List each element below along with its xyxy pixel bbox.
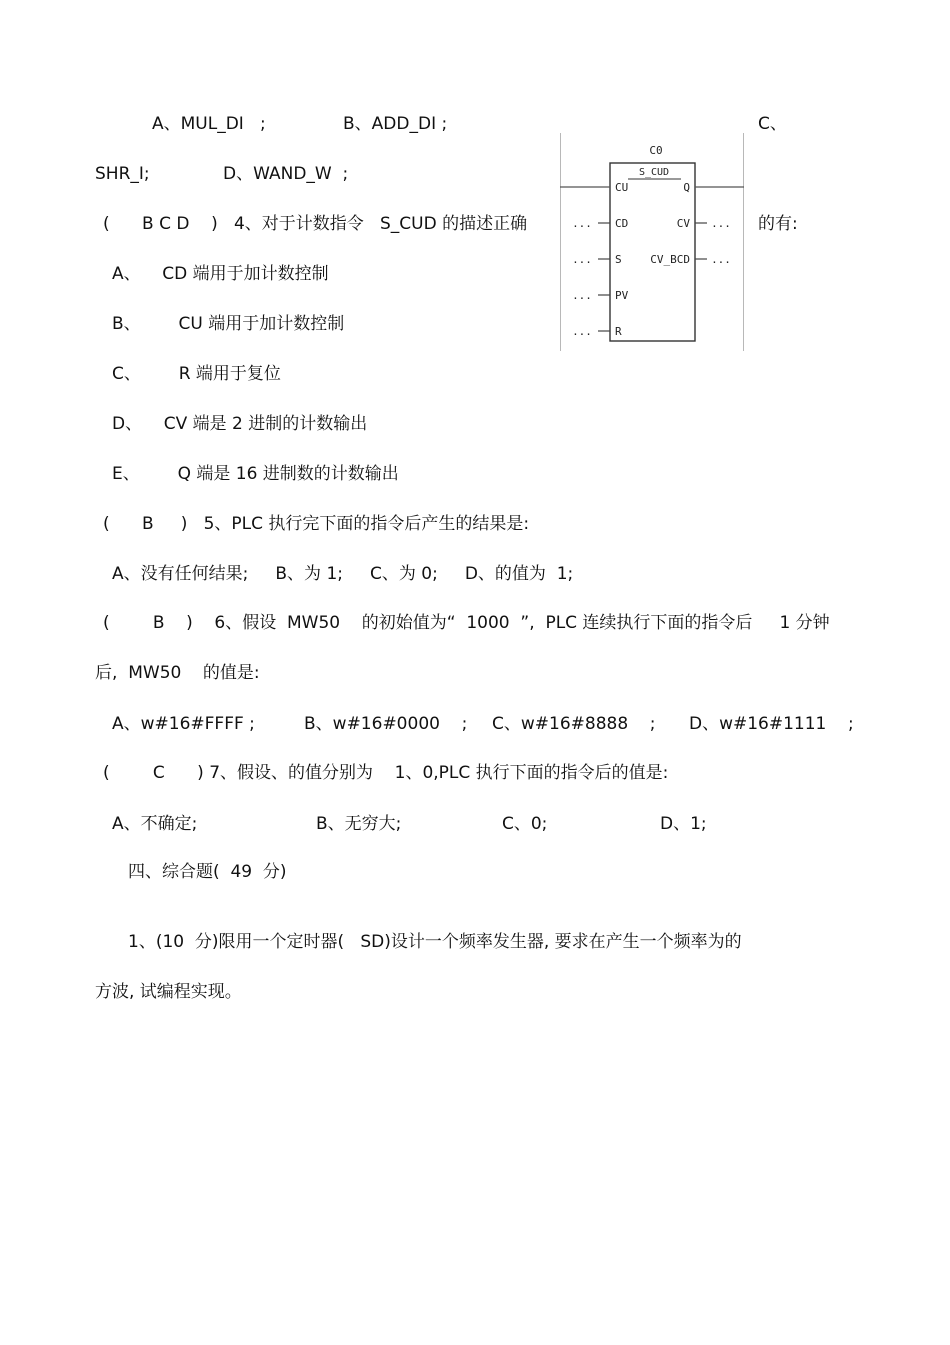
q3-option-b: B、ADD_DI ; <box>343 114 448 134</box>
section-4-q1-line2: 方波, 试编程实现。 <box>95 982 242 1002</box>
pin-ellipsis-r: ... <box>572 325 592 338</box>
pin-ellipsis-cv-bcd: ... <box>711 253 731 266</box>
q6-option-c: C、w#16#8888 ; <box>492 714 656 734</box>
q7-option-b: B、无穷大; <box>316 814 402 834</box>
q4-option-c: C、 R 端用于复位 <box>112 364 281 384</box>
q3-option-d: D、WAND_W ; <box>223 164 349 184</box>
counter-name-label: C0 <box>649 144 663 157</box>
q6-stem: ( B ) 6、假设 MW50 的初始值为“ 1000 ”, PLC 连续执行下面的指令后 1 分钟 <box>103 613 830 633</box>
counter-type-label: S_CUD <box>638 167 670 178</box>
pin-label-s: S <box>615 253 622 266</box>
pin-label-cv: CV <box>676 217 690 230</box>
pin-label-cu: CU <box>615 181 629 194</box>
q3-option-c-cont: SHR_I; <box>95 164 150 184</box>
pin-ellipsis-pv: ... <box>572 289 592 302</box>
pin-label-pv: PV <box>615 289 629 302</box>
q7-stem: ( C ) 7、假设、的值分别为 1、0,PLC 执行下面的指令后的值是: <box>103 763 669 783</box>
pin-label-cd: CD <box>615 217 629 230</box>
q7-option-a: A、不确定; <box>112 814 198 834</box>
q4-stem-tail: 的有: <box>758 214 798 234</box>
q6-stem-cont: 后, MW50 的值是: <box>95 663 260 683</box>
q4-option-b: B、 CU 端用于加计数控制 <box>112 314 345 334</box>
q3-option-a: A、MUL_DI ; <box>152 114 266 134</box>
s-cud-counter-diagram <box>560 133 744 351</box>
pin-ellipsis-cd: ... <box>572 217 592 230</box>
q7-option-c: C、0; <box>502 814 548 834</box>
pin-label-r: R <box>615 325 622 338</box>
pin-ellipsis-s: ... <box>572 253 592 266</box>
section-4-heading: 四、综合题( 49 分) <box>128 862 287 882</box>
q5-stem: ( B ) 5、PLC 执行完下面的指令后产生的结果是: <box>103 514 530 534</box>
pin-label-cv-bcd: CV_BCD <box>650 253 690 266</box>
q4-stem: ( B C D ) 4、对于计数指令 S_CUD 的描述正确 <box>103 214 528 234</box>
q3-option-c: C、 <box>758 114 787 134</box>
q4-option-a: A、 CD 端用于加计数控制 <box>112 264 329 284</box>
q6-option-b: B、w#16#0000 ; <box>304 714 468 734</box>
section-4-q1-line1: 1、(10 分)限用一个定时器( SD)设计一个频率发生器, 要求在产生一个频率为的 <box>128 932 742 952</box>
q7-option-d: D、1; <box>660 814 707 834</box>
pin-label-q: Q <box>683 181 690 194</box>
q6-option-d: D、w#16#1111 ; <box>689 714 854 734</box>
q4-option-d: D、 CV 端是 2 进制的计数输出 <box>112 414 368 434</box>
q6-option-a: A、w#16#FFFF ; <box>112 714 255 734</box>
pin-ellipsis-cv: ... <box>711 217 731 230</box>
q5-options: A、没有任何结果; B、为 1; C、为 0; D、的值为 1; <box>112 564 574 584</box>
q4-option-e: E、 Q 端是 16 进制数的计数输出 <box>112 464 399 484</box>
